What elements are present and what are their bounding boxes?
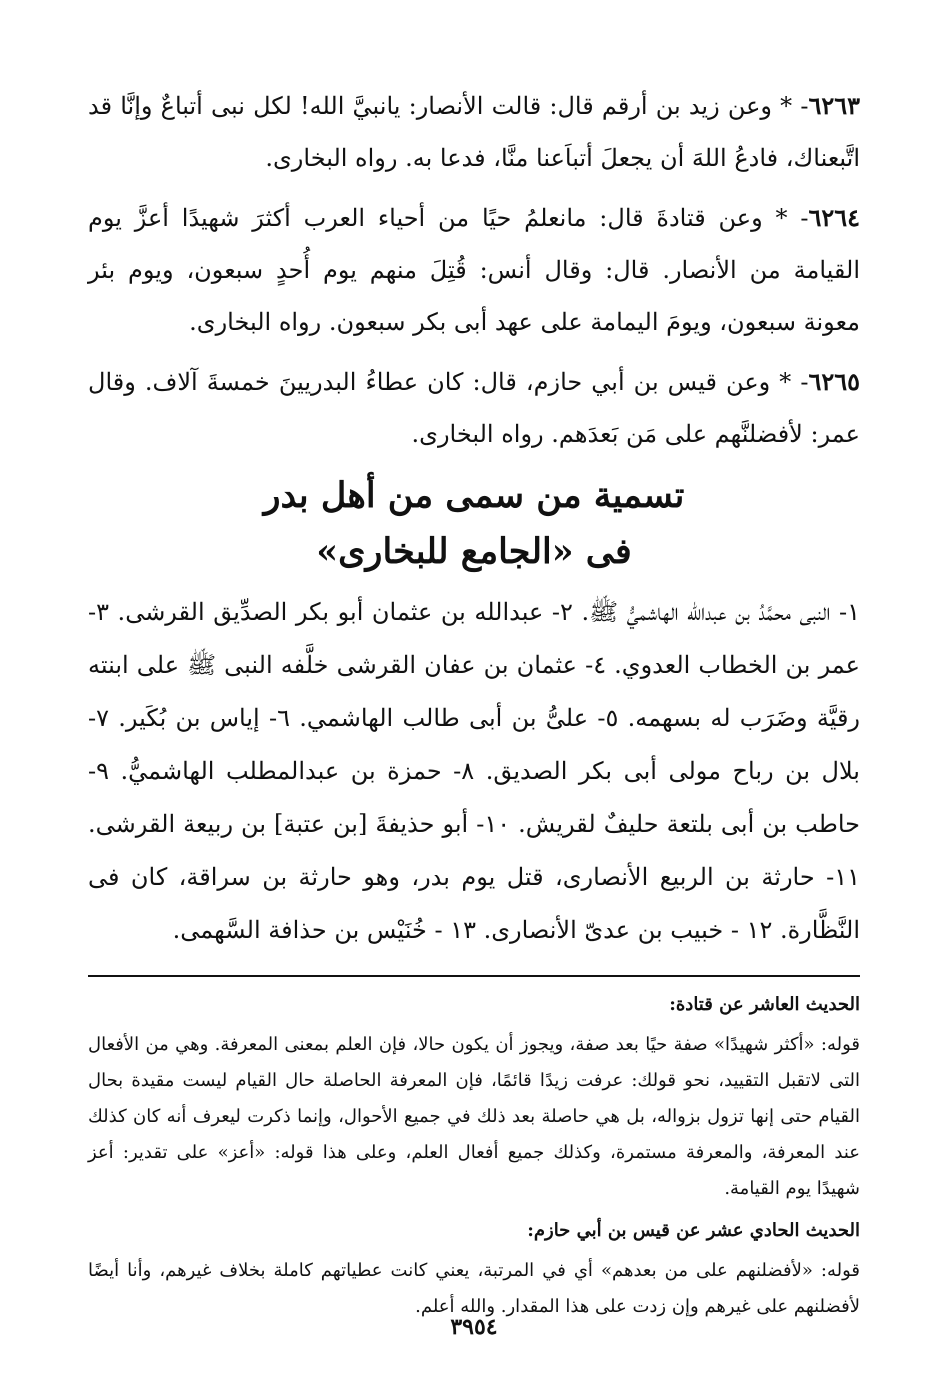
hadith-6265: [88, 356, 860, 460]
footnotes: [88, 987, 860, 1325]
hadith-text: - * وعن زيد بن أرقم قال: قالت الأنصار: يانبيَّ الله! لكل نبى أتباعٌ وإنَّا قد اتَّبعناك، فادعُ اللهَ أن يجعلَ أتباَعنا منَّا، فدعا به. رواه البخارى.: [88, 92, 860, 172]
hadith-text: - * وعن قتادةَ قال: مانعلمُ حيًا من أحياء العرب أكثرَ شهيدًا أعزَّ يوم القيامة من الأنصار. قال: وقال أنس: قُتِلَ منهم يوم أُحدٍ سبعون، ويوم بئر معونة سبعون، ويومَ اليمامة على عهد أبى بكر سبعون. رواه البخارى.: [88, 204, 860, 336]
hadith-6263: [88, 80, 860, 184]
footnote-title-2: الحديث الحادي عشر عن قيس بن أبي حازم:: [527, 1220, 860, 1241]
hadith-6264: [88, 192, 860, 348]
hadith-number: ٦٢٦٣: [808, 91, 860, 120]
footnote-title-1: الحديث العاشر عن قتادة:: [669, 994, 860, 1015]
heading-line-1: تسمية من سمى من أهل بدر: [263, 475, 685, 516]
hadith-text: - * وعن قيس بن أبي حازم، قال: كان عطاءُ البدريينَ خمسةَ آلاف. وقال عمر: لأفضلنَّهم على مَن بَعدَهم. رواه البخارى.: [88, 368, 860, 448]
footnote-text-1: قوله: «أكثر شهيدًا» صفة حيًا بعد صفة، ويجوز أن يكون حالا، فإن العلم بمعنى المعرفة. وهي من الأفعال التى لاتقبل التقييد، نحو قولك: عرفت زيدًا قائمًا، فإن المعرفة الحاصلة حال القيام ليست مقيدة بحال القيام حتى إنها تزول بزواله، بل هي حاصلة بعد ذلك في جميع الأحوال، وإنما ذكرت ليعرف أنه كان كذلك عند المعرفة، والمعرفة مستمرة، وكذلك جميع أفعال العلم، وعلى هذا قوله: «أعز» على تقدير: أعز شهيدًا يوم القيامة.: [88, 1034, 860, 1199]
page-number: ٣٩٥٤: [450, 1314, 498, 1340]
heading-line-2: فى «الجامع للبخارى»: [316, 531, 632, 572]
hadith-number: ٦٢٦٥: [808, 367, 860, 396]
footnote-divider: [88, 975, 860, 977]
badr-names-list: ١- النبى محمَّدُ بن عبدالله الهاشميُّ ﷺ. ٢- عبدالله بن عثمان أبو بكر الصدِّيق القرشى. ٣- عمر بن الخطاب العدوي. ٤- عثمان بن عفان القرشى خلَّفه النبى ﷺ على ابنته رقيَّة وضَرَب له بسهمه. ٥- علىُّ بن أبى طالب الهاشمي. ٦- إياس بن بُكَير. ٧- بلال بن رباح مولى أبى بكر الصديق. ٨- حمزة بن عبدالمطلب الهاشميُّ. ٩- حاطب بن أبى بلتعة حليفٌ لقريش. ١٠- أبو حذيفةَ [بن عتبة] بن ربيعة القرشى. ١١- حارثة بن الربيع الأنصارى، قتل يوم بدر، وهو حارثة بن سراقة، كان فى النَّظَّارة. ١٢ - خبيب بن عدىّ الأنصارى. ١٣ - خُنَيْس بن حذافة السَّهمى.: [88, 598, 861, 944]
page-body: [88, 80, 860, 1331]
footnote-text-2: قوله: «لأفضلنهم على من بعدهم» أي في المرتبة، يعني كانت عطياتهم كاملة بخلاف غيرهم، وأنا أيضًا لأفضلنهم على غيرهم وإن زدت على هذا المقدار. والله أعلم.: [88, 1260, 860, 1317]
hadith-number: ٦٢٦٤: [808, 203, 860, 232]
section-heading: [88, 468, 860, 580]
